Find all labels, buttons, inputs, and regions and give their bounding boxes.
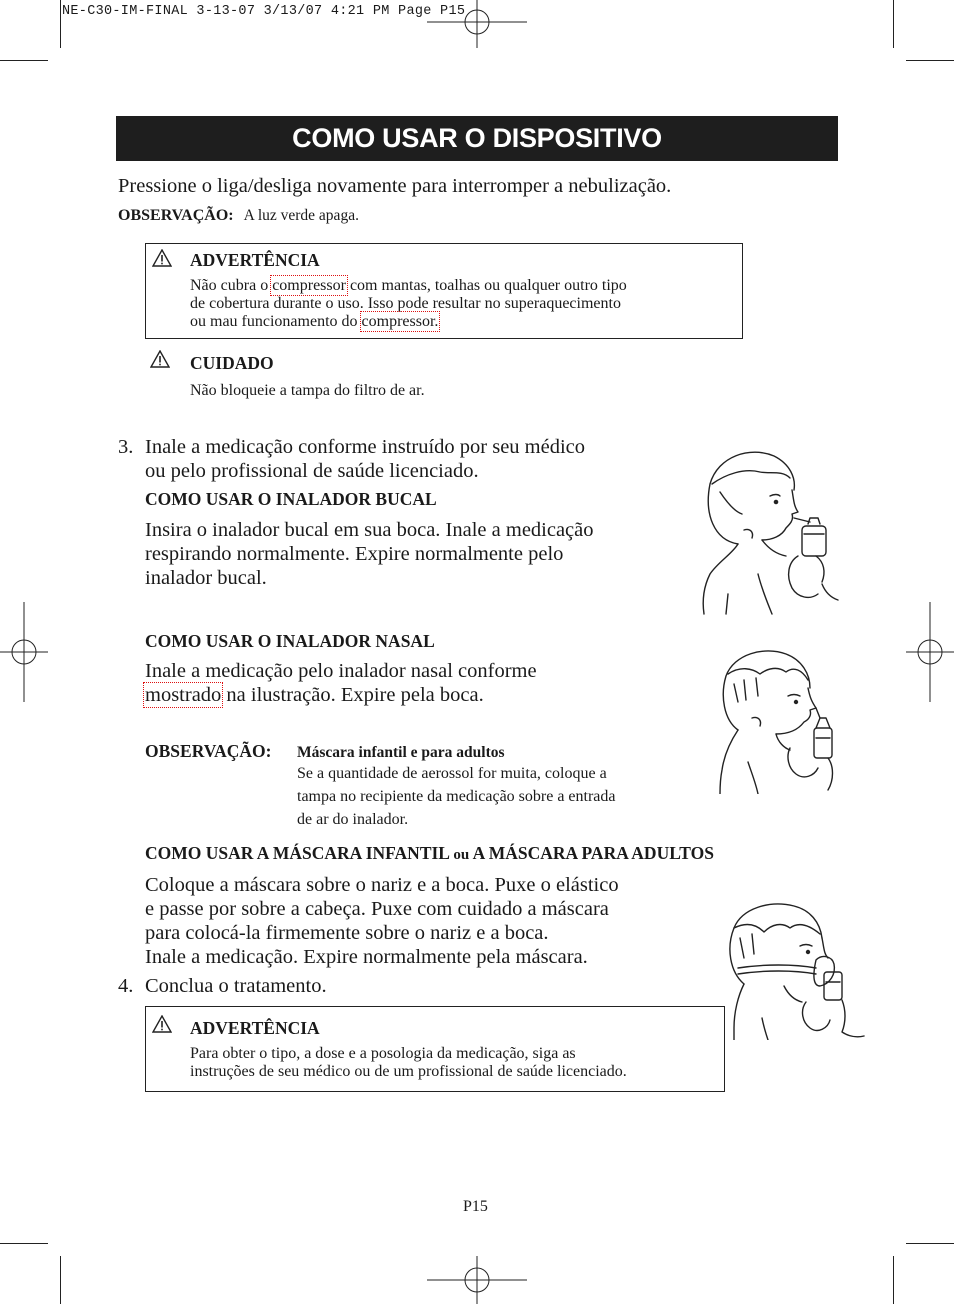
note-text: Se a quantidade de aerossol for muita, coloque a [297, 765, 607, 782]
warning-text [190, 313, 438, 331]
body-text: Insira o inalador bucal em sua boca. Inale a medicação [145, 519, 594, 541]
crop-mark [60, 0, 61, 48]
crop-mark [0, 1243, 48, 1244]
body-text: respirando normalmente. Expire normalmente pelo [145, 543, 564, 565]
print-slug: NE-C30-IM-FINAL 3-13-07 3/13/07 4:21 PM Page P15 [62, 4, 466, 19]
page-title: COMO USAR O DISPOSITIVO [116, 116, 838, 161]
intro-text: Pressione o liga/desliga novamente para interromper a nebulização. [118, 175, 672, 197]
crop-mark [60, 1256, 61, 1304]
heading-part: A MÁSCARA PARA ADULTOS [469, 843, 714, 863]
section-heading: COMO USAR O INALADOR BUCAL [145, 489, 437, 509]
warning-title: ADVERTÊNCIA [190, 250, 320, 270]
step-number: 3. [118, 436, 134, 458]
warning-title: ADVERTÊNCIA [190, 1018, 320, 1038]
body-text: Coloque a máscara sobre o nariz e a boca. Puxe o elástico [145, 874, 619, 896]
warning-text [190, 277, 627, 295]
warning-text-part: com mantas, toalhas ou qualquer outro tipo [345, 277, 627, 294]
warning-triangle-icon [150, 350, 170, 368]
crop-mark [893, 1256, 894, 1304]
highlighted-word: mostrado [145, 684, 222, 706]
warning-triangle-icon [152, 1015, 172, 1033]
body-text [145, 683, 484, 707]
highlighted-word: compressor [272, 277, 346, 294]
warning-text-part: Não cubra o [190, 277, 273, 294]
step-number: 4. [118, 975, 134, 997]
warning-text: instruções de seu médico ou de um profissional de saúde licenciado. [190, 1063, 627, 1080]
warning-text-part: ou mau funcionamento do [190, 313, 362, 330]
step-text: Inale a medicação conforme instruído por seu médico [145, 436, 586, 458]
crop-mark [906, 60, 954, 61]
note-text: A luz verde apaga. [243, 207, 359, 224]
section-heading [145, 843, 714, 864]
heading-part: COMO USAR A MÁSCARA INFANTIL [145, 843, 454, 863]
crop-mark [893, 0, 894, 48]
warning-text: Para obter o tipo, a dose e a posologia da medicação, siga as [190, 1045, 576, 1062]
page-number: P15 [463, 1198, 488, 1215]
heading-or: ou [453, 847, 470, 863]
step-text: Conclua o tratamento. [145, 975, 327, 997]
crop-mark [906, 1243, 954, 1244]
section-heading: COMO USAR O INALADOR NASAL [145, 631, 435, 651]
registration-mark-icon [0, 602, 48, 702]
body-text: Inale a medicação pelo inalador nasal conforme [145, 660, 537, 682]
note-text: de ar do inalador. [297, 811, 409, 828]
illustration-mask-child [724, 898, 866, 1040]
body-text: para colocá-la firmemente sobre o nariz e a boca. [145, 922, 549, 944]
crop-mark [0, 60, 48, 61]
body-text: e passe por sobre a cabeça. Puxe com cuidado a máscara [145, 898, 609, 920]
note-label: OBSERVAÇÃO: [118, 207, 234, 224]
body-text: inalador bucal. [145, 567, 267, 589]
intro-note [118, 207, 359, 225]
body-text: Inale a medicação. Expire normalmente pela máscara. [145, 946, 588, 968]
caution-text: Não bloqueie a tampa do filtro de ar. [190, 382, 425, 399]
note-text: tampa no recipiente da medicação sobre a entrada [297, 788, 616, 805]
note-label: OBSERVAÇÃO: [145, 741, 272, 761]
illustration-nasal-child [716, 644, 840, 794]
registration-mark-icon [906, 602, 954, 702]
registration-mark-icon [427, 1256, 527, 1304]
body-text-part: na ilustração. Expire pela boca. [221, 684, 484, 706]
highlighted-word: compressor. [361, 313, 439, 330]
illustration-mouthpiece-child [698, 444, 840, 616]
step-text: ou pelo profissional de saúde licenciado. [145, 460, 479, 482]
note-title: Máscara infantil e para adultos [297, 744, 505, 761]
caution-title: CUIDADO [190, 353, 274, 373]
warning-text: de cobertura durante o uso. Isso pode resultar no superaquecimento [190, 295, 621, 312]
warning-triangle-icon [152, 249, 172, 267]
